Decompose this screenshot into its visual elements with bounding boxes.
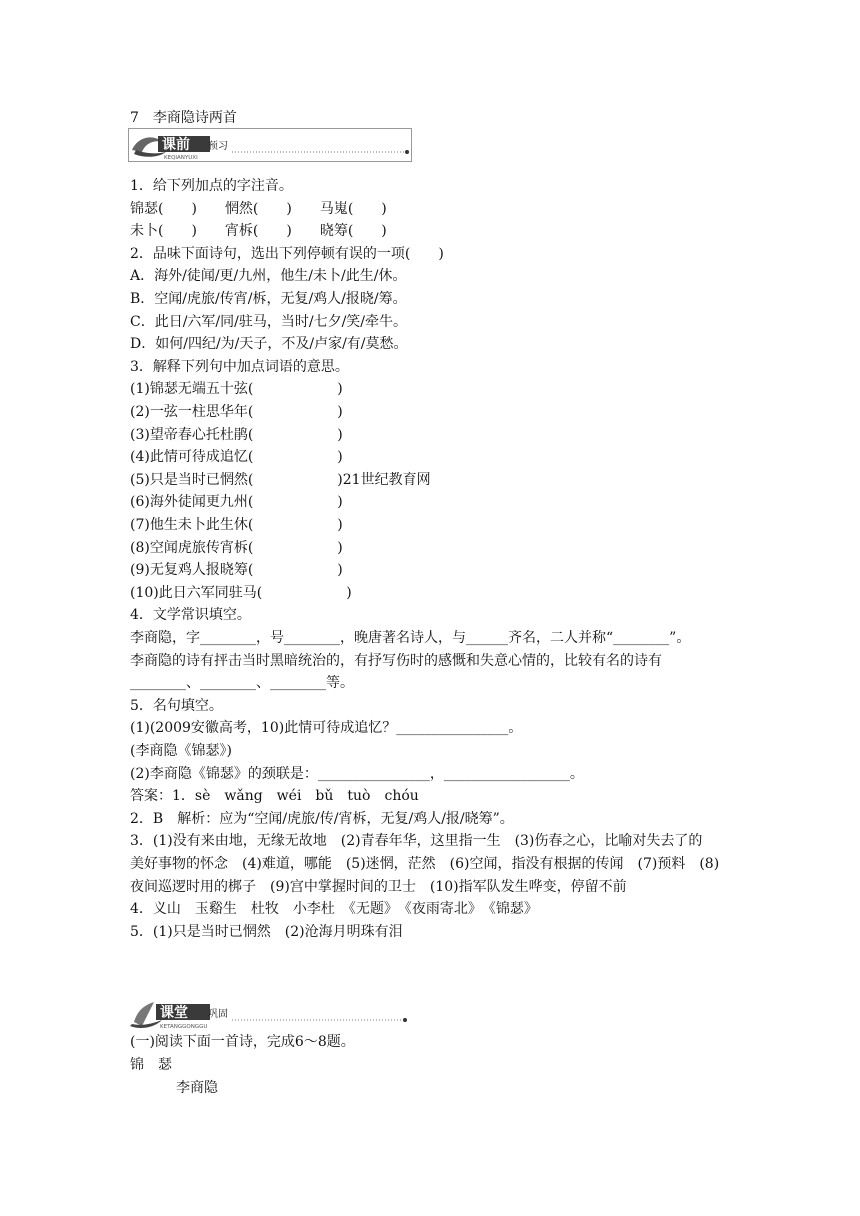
section-banner-consolidate: [128, 998, 410, 1032]
text-line: 答案：1．sè wǎng wéi bǔ tuò chóu: [130, 788, 419, 805]
text-line: (9)无复鸡人报晓筹( ): [130, 562, 343, 579]
text-line: 夜间巡逻时用的梆子 (9)宫中掌握时间的卫士 (10)指军队发生哗变，停留不前: [130, 878, 627, 895]
text-line: (4)此情可待成追忆( ): [130, 449, 343, 466]
text-line: (李商隐《锦瑟》): [130, 743, 232, 759]
banner2-main: 课堂: [160, 1005, 188, 1021]
text-line: 5．名句填空。: [130, 697, 223, 714]
text-line: 未卜( ) 宵柝( ) 晓筹( ): [130, 223, 387, 240]
text-line: (2)李商隐《锦瑟》的颈联是：________________，__________________。: [130, 765, 584, 782]
text-line: 5．(1)只是当时已惘然 (2)沧海月明珠有泪: [130, 923, 403, 940]
text-line: A．海外/徒闻/更/九州，他生/未卜/此生/休。: [130, 268, 407, 285]
text-line: C．此日/六军/同/驻马，当时/七夕/笑/牵牛。: [130, 313, 408, 330]
text-line: (6)海外徒闻更九州( ): [130, 494, 343, 511]
banner1-main: 课前: [162, 137, 190, 153]
poem-author: 李商隐: [176, 1080, 218, 1096]
reading-instruction: (一)阅读下面一首诗，完成6～8题。: [130, 1034, 355, 1050]
banner2-sub: 巩固: [208, 1009, 228, 1020]
text-line: 4．义山 玉谿生 杜牧 小李杜 《无题》 《夜雨寄北》 《锦瑟》: [130, 901, 538, 918]
text-line: (8)空闻虎旅传宵柝( ): [130, 539, 343, 556]
poem-title: 锦 瑟: [130, 1057, 172, 1073]
text-line: 2．B 解析：应为“空闻/虎旅/传/宵柝，无复/鸡人/报/晓筹”。: [130, 810, 514, 827]
text-line: ________、________、________等。: [130, 675, 354, 692]
text-line: (3)望帝春心托杜鹃( ): [130, 426, 343, 443]
text-line: (1)(2009安徽高考，10)此情可待成追忆？________________。: [130, 720, 523, 737]
text-line: (7)他生未卜此生休( ): [130, 517, 343, 533]
text-line: 锦瑟( ) 惘然( ) 马嵬( ): [130, 200, 387, 217]
text-line: (10)此日六军同驻马( ): [130, 584, 352, 601]
text-line: (1)锦瑟无端五十弦( ): [130, 381, 343, 398]
text-line: 美好事物的怀念 (4)难道，哪能 (5)迷惘，茫然 (6)空闻，指没有根据的传闻 (7)预料 (8): [130, 856, 720, 872]
text-line: 4．文学常识填空。: [130, 607, 251, 624]
text-line: (2)一弦一柱思华年( ): [130, 404, 343, 420]
text-line: 李商隐，字________，号________，晚唐著名诗人，与______齐名，二人并称“________”。: [130, 630, 691, 646]
text-line: D．如何/四纪/为/天子，不及/卢家/有/莫愁。: [130, 336, 408, 353]
text-line: 3．解释下列句中加点词语的意思。: [130, 358, 349, 375]
banner1-sub: 预习: [208, 141, 228, 152]
banner2-pinyin: KETANGGONGGU: [160, 1024, 208, 1030]
text-line: 李商隐的诗有抨击当时黑暗统治的，有抒写伤时的感慨和失意心情的，比较有名的诗有: [130, 652, 662, 669]
text-line: (5)只是当时已惘然( )21世纪教育网: [130, 471, 431, 488]
text-line: 1．给下列加点的字注音。: [130, 178, 293, 194]
page-title: 7 李商隐诗两首: [130, 110, 237, 126]
text-line: 3．(1)没有来由地，无缘无故地 (2)青春年华，这里指一生 (3)伤春之心，比喻对失去了的: [130, 833, 703, 850]
section-banner-preview: [128, 128, 412, 162]
banner1-pinyin: KEQIANYUXI: [164, 155, 198, 161]
text-line: 2．品味下面诗句，选出下列停顿有误的一项( ): [130, 245, 444, 262]
text-line: B．空闻/虎旅/传宵/柝，无复/鸡人/报晓/筹。: [130, 291, 407, 307]
